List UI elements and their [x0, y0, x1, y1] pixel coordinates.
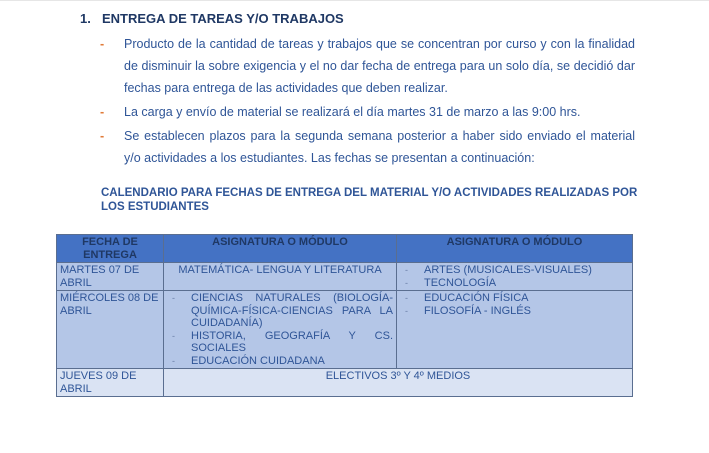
section-heading [80, 11, 344, 26]
bullet-text: Producto de la cantidad de tareas y trabajos que se concentran por curso y con la finalidad de disminuir la sobre exigencia y el no dar fecha de entrega para un solo día, se decidió dar fechas para entrega de las actividades que deben realizar. [124, 37, 635, 95]
subject-cell [164, 291, 397, 369]
bullet-list [100, 33, 635, 171]
list-item [100, 33, 635, 99]
merged-subject-cell: ELECTIVOS 3º Y 4º MEDIOS [164, 369, 633, 397]
table-row [57, 263, 633, 291]
subject-item: - EDUCACIÓN FÍSICA [400, 292, 629, 305]
calendar-title: CALENDARIO PARA FECHAS DE ENTREGA DEL MATERIAL Y/O ACTIVIDADES REALIZADAS POR LOS ESTUDIANTES [101, 187, 638, 213]
page-top-rule [0, 0, 709, 1]
list-item [100, 125, 635, 169]
bullet-dash: - [100, 129, 105, 143]
date-cell: MIÉRCOLES 08 DE ABRIL [57, 291, 164, 369]
subject-cell [397, 263, 633, 291]
date-cell: MARTES 07 DE ABRIL [57, 263, 164, 291]
subject-item: - HISTORIA, GEOGRAFÍA Y CS. SOCIALES [167, 330, 393, 355]
header-subject-1: ASIGNATURA O MÓDULO [164, 235, 397, 263]
subject-cell: MATEMÁTICA- LENGUA Y LITERATURA [164, 263, 397, 291]
table-row [57, 369, 633, 397]
bullet-dash: - [100, 37, 105, 51]
bullet-text: La carga y envío de material se realizará el día martes 31 de marzo a las 9:00 hrs. [124, 105, 581, 119]
table-row [57, 291, 633, 369]
bullet-text: Se establecen plazos para la segunda semana posterior a haber sido enviado el material y/o actividades a los estudiantes. Las fechas se presentan a continuación: [124, 129, 635, 165]
calendar-table [56, 234, 633, 397]
bullet-dash: - [100, 105, 105, 119]
section-number: 1. [80, 11, 91, 26]
date-cell: JUEVES 09 DE ABRIL [57, 369, 164, 397]
header-subject-2: ASIGNATURA O MÓDULO [397, 235, 633, 263]
subject-cell [397, 291, 633, 369]
section-title: ENTREGA DE TAREAS Y/O TRABAJOS [102, 11, 344, 26]
list-item [100, 101, 635, 123]
header-date: FECHA DE ENTREGA [57, 235, 164, 263]
subject-item: - FILOSOFÍA - INGLÉS [400, 305, 629, 318]
subject-item: - CIENCIAS NATURALES (BIOLOGÍA-QUÍMICA-FÍSICA-CIENCIAS PARA LA CUIDADANÍA) [167, 292, 393, 330]
subject-item: - TECNOLOGÍA [400, 277, 629, 290]
subject-item: - EDUCACIÓN CUIDADANA [167, 355, 393, 368]
subject-item: - ARTES (MUSICALES-VISUALES) [400, 264, 629, 277]
table-header-row [57, 235, 633, 263]
